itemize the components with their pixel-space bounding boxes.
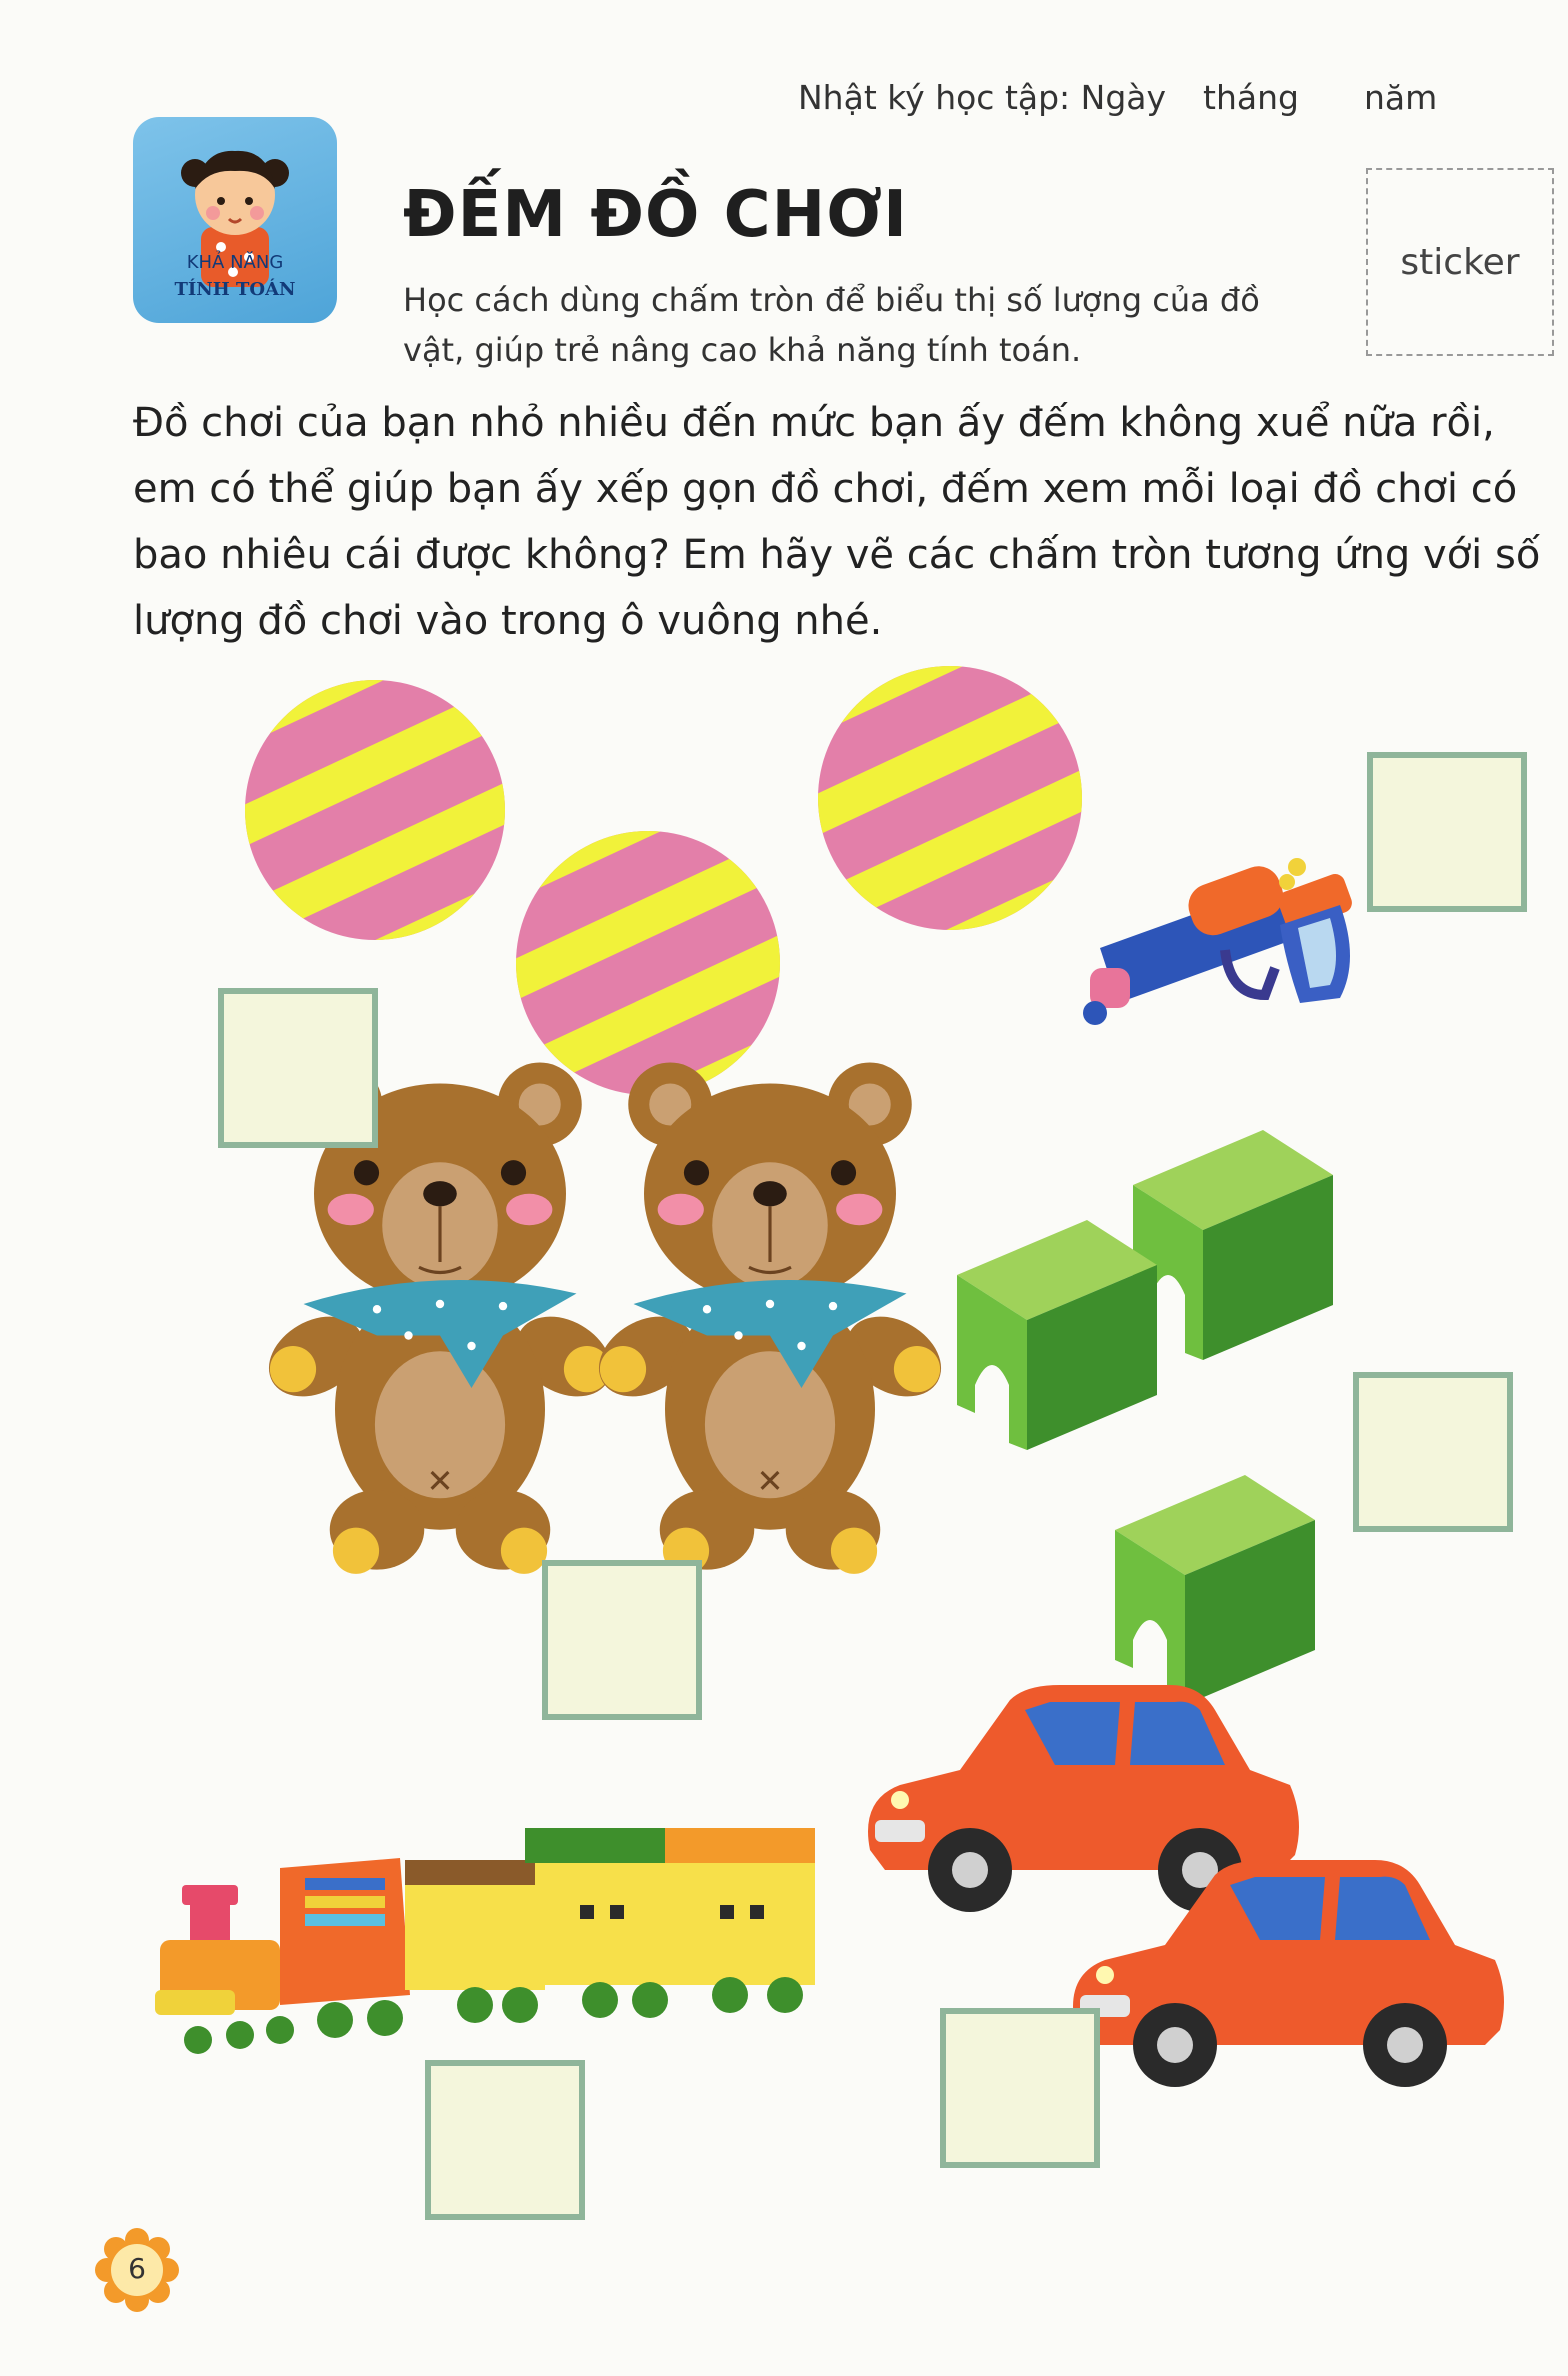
arch-block-2: [957, 1220, 1157, 1450]
answer-box-bears[interactable]: [542, 1560, 702, 1720]
sticker-label: sticker: [1400, 241, 1520, 283]
answer-box-gun[interactable]: [1367, 752, 1527, 912]
instructions-text: Đồ chơi của bạn nhỏ nhiều đến mức bạn ấy đếm không xuể nữa rồi, em có thể giúp bạn ấy xếp gọn đồ chơi, đếm xem mỗi loại đồ chơi có bao nhiêu cái được không? Em hãy vẽ các chấm tròn tương ứng với số lượng đồ chơi vào trong ô vuông nhé.: [133, 400, 1541, 644]
answer-box-balls[interactable]: [218, 988, 378, 1148]
arch-block-1: [1133, 1130, 1333, 1360]
diary-year-label: năm: [1364, 78, 1438, 117]
badge-line2: TÍNH TOÁN: [174, 279, 296, 300]
toy-gun: [1083, 858, 1355, 1025]
toy-train: [155, 1828, 815, 2054]
arch-block-3: [1115, 1475, 1315, 1705]
page-number: 6: [128, 2252, 146, 2285]
page-title: ĐẾM ĐỒ CHƠI: [403, 178, 908, 252]
toy-car-2: [1073, 1860, 1504, 2087]
page-subtitle: Học cách dùng chấm tròn để biểu thị số lượng của đồ vật, giúp trẻ nâng cao khả năng tính toán.: [403, 281, 1260, 369]
diary-label: Nhật ký học tập: Ngày: [798, 78, 1167, 117]
teddy-bear-2: [585, 1063, 956, 1574]
answer-box-train[interactable]: [425, 2060, 585, 2220]
diary-month-label: tháng: [1203, 78, 1299, 117]
badge-line1: KHẢ NĂNG: [186, 252, 284, 273]
answer-box-cars[interactable]: [940, 2008, 1100, 2168]
answer-box-blocks[interactable]: [1353, 1372, 1513, 1532]
page-number-badge: [95, 2228, 179, 2312]
